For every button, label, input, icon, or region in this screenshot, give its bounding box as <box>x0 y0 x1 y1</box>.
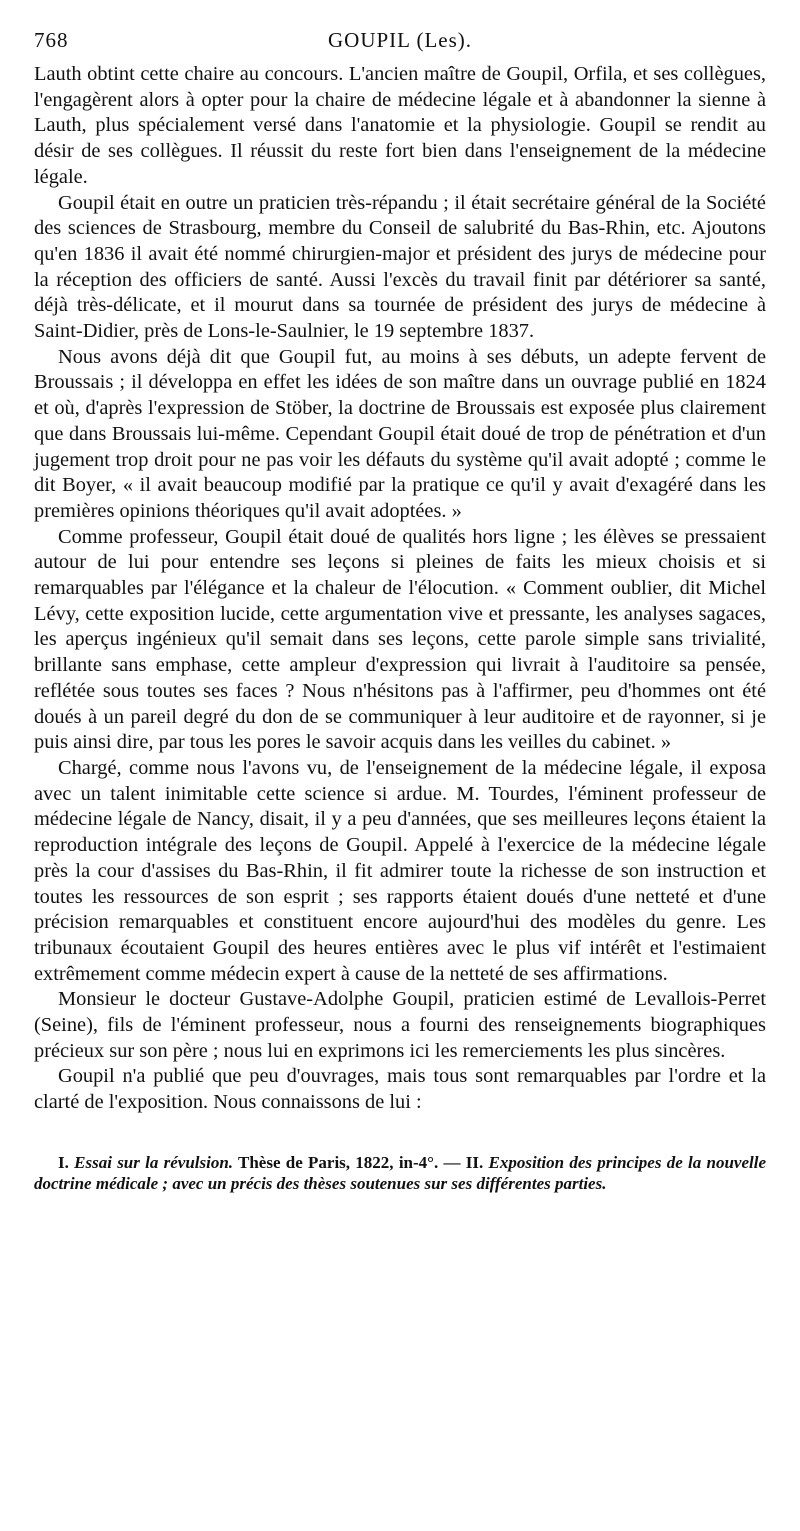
page <box>34 28 766 1194</box>
body-text <box>34 62 766 1116</box>
bibliography-details: Thèse de Paris, 1822, in-4°. — <box>238 1152 461 1172</box>
paragraph: Comme professeur, Goupil était doué de qualités hors ligne ; les élèves se pressaient autour de lui pour entendre ses leçons si pleines de faits les mieux choisis et si remarquables par l'élégance et la chaleur de l'élocution. « Comment oublier, dit Michel Lévy, cette exposition lucide, cette argumentation vive et pressante, les analyses sagaces, les aperçus ingénieux qu'il semait dans ses leçons, cette parole simple sans trivialité, brillante sans emphase, cette ampleur d'expression qui livrait à l'auditoire sa pensée, reflétée sous toutes ses faces ? Nous n'hésitons pas à l'affirmer, peu d'hommes ont été doués à un pareil degré du don de se communiquer à leur auditoire et de rayonner, si je puis ainsi dire, par tous les pores le savoir acquis dans les veilles du cabinet. » <box>34 525 766 754</box>
page-number: 768 <box>34 28 69 52</box>
page-header <box>34 28 766 62</box>
bibliography-title: Essai sur la révulsion. <box>74 1152 234 1172</box>
running-title: GOUPIL (Les). <box>327 28 473 52</box>
bibliography-number: II. <box>465 1152 484 1172</box>
paragraph: Lauth obtint cette chaire au concours. L'ancien maître de Goupil, Orfila, et ses collègues, l'engagèrent alors à opter pour la chaire de médecine légale et à abandonner la sienne à Lauth, plus spécialement versé dans l'anatomie et la physiologie. Goupil se rendit au désir de ses collègues. Il réussit du reste fort bien dans l'enseignement de la médecine légale. <box>34 63 766 188</box>
paragraph: Goupil était en outre un praticien très-répandu ; il était secrétaire général de la Société des sciences de Strasbourg, membre du Conseil de salubrité du Bas-Rhin, etc. Ajoutons qu'en 1836 il avait été nommé chirurgien-major et président des jurys de médecine pour la réception des officiers de santé. Aussi l'excès du travail finit par détériorer sa santé, déjà très-délicate, et il mourut dans sa tournée de président des jurys de médecine à Saint-Didier, près de Lons-le-Saulnier, le 19 septembre 1837. <box>34 191 766 343</box>
spacer <box>34 1116 766 1152</box>
bibliography-list <box>34 1152 766 1194</box>
paragraph: Goupil n'a publié que peu d'ouvrages, mais tous sont remarquables par l'ordre et la clarté de l'exposition. Nous connaissons de lui : <box>34 1065 766 1114</box>
bibliography-title: Exposition des principes de la nouvelle doctrine médicale ; avec un précis des thèses soutenues sur ses différentes parties. <box>34 1152 767 1193</box>
paragraph: Chargé, comme nous l'avons vu, de l'enseignement de la médecine légale, il exposa avec un talent inimitable cette science si ardue. M. Tourdes, l'éminent professeur de médecine légale de Nancy, disait, il y a peu d'années, que ses meilleures leçons étaient la reproduction intégrale des leçons de Goupil. Appelé à l'exercice de la médecine légale près la cour d'assises du Bas-Rhin, il fit admirer toute la richesse de son instruction et toutes les ressources de son esprit ; ses rapports étaient doués d'une netteté et d'une précision remarquables et constituent encore aujourd'hui des modèles du genre. Les tribunaux écoutaient Goupil des heures entières avec le plus vif intérêt et l'estimaient extrêmement comme médecin expert à cause de la netteté de ses affirmations. <box>34 756 766 985</box>
bibliography-number: I. <box>58 1152 69 1172</box>
paragraph: Monsieur le docteur Gustave-Adolphe Goupil, praticien estimé de Levallois-Perret (Seine), fils de l'éminent professeur, nous a fourni des renseignements biographiques précieux sur son père ; nous lui en exprimons ici les remerciements les plus sincères. <box>34 988 766 1062</box>
paragraph: Nous avons déjà dit que Goupil fut, au moins à ses débuts, un adepte fervent de Broussais ; il développa en effet les idées de son maître dans un ouvrage publié en 1824 et où, d'après l'expression de Stöber, la doctrine de Broussais est exposée plus clairement que dans Broussais lui-même. Cependant Goupil était doué de trop de pénétration et d'un jugement trop droit pour ne pas voir les défauts du système qu'il avait adopté ; comme le dit Boyer, « il avait beaucoup modifié par la pratique ce qu'il y avait d'exagéré dans les premières opinions théoriques qu'il avait adoptées. » <box>34 345 766 522</box>
